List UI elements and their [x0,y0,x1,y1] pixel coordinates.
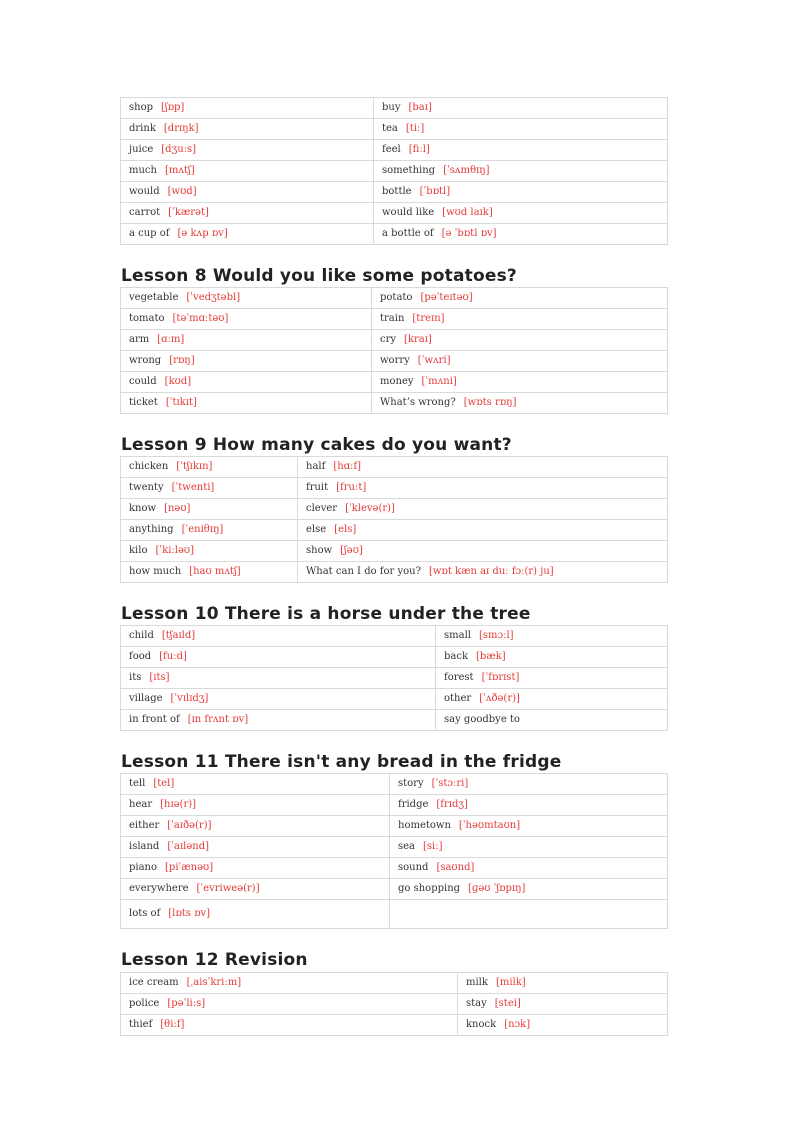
table-row [121,288,668,309]
vocab-phonetic: [ɡəʊ ˈʃɒpɪŋ] [468,883,526,894]
vocab-word: fruit [306,482,329,493]
vocab-phonetic: [fuːd] [159,651,187,662]
vocab-phonetic: [ˈtwenti] [171,482,215,493]
vocab-word: tomato [129,313,165,324]
vocab-cell [458,1015,668,1036]
vocab-phonetic: [lɒts ɒv] [168,908,211,919]
vocab-word: either [129,820,160,831]
vocab-word: potato [380,292,413,303]
vocab-word: story [398,778,424,789]
vocab-word: train [380,313,405,324]
vocab-cell [458,973,668,994]
vocab-cell [121,541,298,562]
vocab-cell [298,520,668,541]
vocab-cell [121,626,436,647]
vocab-word: a cup of [129,228,170,239]
vocab-cell [121,499,298,520]
vocab-cell [458,994,668,1015]
vocab-phonetic: [tiː] [405,123,425,134]
vocab-word: stay [466,998,487,1009]
vocab-cell [374,161,668,182]
vocab-table [120,97,668,245]
vocab-phonetic: [tel] [153,778,175,789]
vocab-cell [121,119,374,140]
vocab-phonetic: [ˈevriweə(r)] [196,883,260,894]
vocab-phonetic: [drɪŋk] [163,123,199,134]
table-row [121,994,668,1015]
vocab-cell [121,973,458,994]
vocab-cell [436,668,668,689]
vocab-word: kilo [129,545,148,556]
table-row [121,973,668,994]
vocab-phonetic: [ɪts] [149,672,170,683]
table-row [121,710,668,731]
vocab-cell [121,900,390,929]
vocab-phonetic: [θi:f] [160,1019,185,1030]
vocab-cell [390,858,668,879]
lesson-heading: Lesson 11 There isn't any bread in the fridge [121,752,562,772]
vocab-word: back [444,651,469,662]
vocab-cell [121,562,298,583]
vocab-phonetic: [siː] [423,841,443,852]
table-row [121,858,668,879]
vocab-phonetic: [ˈeniθɪŋ] [181,524,224,535]
vocab-word: go shopping [398,883,461,894]
vocab-phonetic: [ˈaɪlənd] [167,841,210,852]
table-row [121,309,668,330]
vocab-word: else [306,524,327,535]
lesson-heading: Lesson 8 Would you like some potatoes? [121,266,517,286]
vocab-word: know [129,503,157,514]
vocab-phonetic: [wʊd laɪk] [442,207,493,218]
vocab-cell [374,182,668,203]
table-row [121,372,668,393]
table-row [121,879,668,900]
vocab-phonetic: [ə kʌp ɒv] [177,228,228,239]
vocab-word: wrong [129,355,162,366]
table-row [121,203,668,224]
vocab-cell [390,900,668,929]
vocab-phonetic: [nɔk] [504,1019,531,1030]
vocab-phonetic: [ˈvɪlɪdʒ] [170,693,209,704]
vocab-table [120,456,668,583]
vocab-cell [436,689,668,710]
vocab-cell [121,161,374,182]
vocab-word: forest [444,672,474,683]
table-row [121,330,668,351]
vocab-word: arm [129,334,150,345]
vocab-phonetic: [ˈmʌni] [421,376,457,387]
table-row [121,689,668,710]
vocab-word: hometown [398,820,451,831]
vocab-block-lesson-8 [120,287,667,414]
table-row [121,541,668,562]
vocab-cell [121,837,390,858]
vocab-phonetic: [haʊ mʌtʃ] [189,566,241,577]
vocab-word: cry [380,334,397,345]
vocab-word: would [129,186,160,197]
vocab-phonetic: [ˈhəʊmtaʊn] [458,820,521,831]
vocab-word: in front of [129,714,180,725]
vocab-word: vegetable [129,292,179,303]
vocab-word: half [306,461,326,472]
table-row [121,119,668,140]
vocab-phonetic: [wɒt kæn aɪ duː fɔː(r) ju] [428,566,554,577]
vocab-cell [298,541,668,562]
vocab-word: could [129,376,157,387]
vocab-block-lesson-7 [120,97,667,245]
vocab-cell [374,224,668,245]
vocab-word: other [444,693,472,704]
vocab-phonetic: [piˈænəʊ] [165,862,214,873]
vocab-cell [121,140,374,161]
vocab-cell [390,816,668,837]
vocab-phonetic: [ɪn frʌnt ɒv] [187,714,249,725]
table-row [121,562,668,583]
vocab-cell [121,858,390,879]
vocab-phonetic: [ˈvedʒtəbl] [186,292,241,303]
vocab-word: its [129,672,142,683]
vocab-word: feel [382,144,401,155]
vocab-phonetic: [saʊnd] [436,862,475,873]
table-row [121,457,668,478]
vocab-phonetic: [ˈfɒrɪst] [481,672,520,683]
vocab-word: piano [129,862,158,873]
vocab-cell [372,288,668,309]
vocab-word: how much [129,566,182,577]
vocab-block-lesson-11 [120,773,667,929]
vocab-cell [121,647,436,668]
vocab-phonetic: [ˈstɔːri] [431,778,469,789]
vocab-phonetic: [tʃaɪld] [161,630,196,641]
vocab-word: would like [382,207,435,218]
vocab-cell [372,309,668,330]
vocab-phonetic: [təˈmɑːtəʊ] [172,313,229,324]
vocab-phonetic: [wʊd] [167,186,197,197]
vocab-phonetic: [milk] [495,977,526,988]
vocab-phonetic: [ʃəʊ] [340,545,363,556]
vocab-cell [121,457,298,478]
vocab-cell [374,98,668,119]
vocab-word: drink [129,123,156,134]
vocab-cell [372,330,668,351]
table-row [121,795,668,816]
vocab-word: money [380,376,414,387]
table-row [121,837,668,858]
vocab-word: everywhere [129,883,189,894]
vocab-word: sea [398,841,416,852]
vocab-cell [121,774,390,795]
table-row [121,351,668,372]
vocab-phonetic: [smɔːl] [478,630,514,641]
vocab-table [120,625,668,731]
vocab-cell [298,562,668,583]
vocab-cell [390,879,668,900]
vocab-cell [372,372,668,393]
vocab-cell [121,351,372,372]
vocab-word: thief [129,1019,153,1030]
vocab-cell [374,119,668,140]
vocab-word: carrot [129,207,161,218]
vocab-cell [121,203,374,224]
table-row [121,140,668,161]
vocab-cell [390,774,668,795]
vocab-table [120,972,668,1036]
table-row [121,774,668,795]
vocab-cell [121,330,372,351]
vocab-word: ticket [129,397,158,408]
vocab-phonetic: [ˈwʌri] [417,355,451,366]
vocab-phonetic: [kʊd] [164,376,192,387]
table-row [121,647,668,668]
vocab-cell [121,1015,458,1036]
vocab-phonetic: [frɪdʒ] [436,799,468,810]
vocab-cell [372,393,668,414]
vocab-word: ice cream [129,977,179,988]
table-row [121,668,668,689]
vocab-phonetic: [wɒts rɒŋ] [463,397,517,408]
vocab-cell [390,837,668,858]
vocab-cell [121,309,372,330]
vocab-cell [121,710,436,731]
vocab-block-lesson-12 [120,972,667,1036]
table-row [121,499,668,520]
vocab-phonetic: [pəˈteɪtəʊ] [420,292,473,303]
vocab-cell [121,520,298,541]
vocab-phonetic: [kraɪ] [404,334,432,345]
lesson-heading: Lesson 12 Revision [121,950,308,970]
vocab-word: small [444,630,471,641]
vocab-cell [121,224,374,245]
vocab-cell [121,668,436,689]
table-row [121,478,668,499]
vocab-phonetic: [bæk] [476,651,506,662]
vocab-phonetic: [ˌaisˈkri:m] [186,977,242,988]
lesson-heading: Lesson 9 How many cakes do you want? [121,435,512,455]
vocab-word: food [129,651,152,662]
vocab-phonetic: [dʒuːs] [161,144,197,155]
vocab-table [120,287,668,414]
vocab-phonetic: [fruːt] [336,482,367,493]
vocab-phonetic: [ˈtʃɪkɪn] [176,461,213,472]
table-row [121,98,668,119]
vocab-word: anything [129,524,174,535]
vocab-cell [121,994,458,1015]
vocab-cell [374,140,668,161]
vocab-word: sound [398,862,429,873]
vocab-word: show [306,545,333,556]
lesson-heading: Lesson 10 There is a horse under the tree [121,604,531,624]
vocab-phonetic: [ˈkiːləʊ] [155,545,194,556]
vocab-cell [374,203,668,224]
vocab-word: juice [129,144,154,155]
vocab-phonetic: [nəʊ] [164,503,191,514]
table-row [121,224,668,245]
table-row [121,626,668,647]
table-row [121,393,668,414]
vocab-word: island [129,841,160,852]
vocab-cell [298,499,668,520]
vocab-word: worry [380,355,410,366]
vocab-cell [121,689,436,710]
vocab-cell [436,647,668,668]
vocab-cell [121,288,372,309]
vocab-word: much [129,165,157,176]
vocab-word: something [382,165,436,176]
vocab-cell [436,710,668,731]
table-row [121,816,668,837]
vocab-phonetic: [ˈkærət] [168,207,209,218]
vocab-phonetic: [pəˈli:s] [167,998,206,1009]
vocab-word: tea [382,123,398,134]
vocab-word: milk [466,977,488,988]
vocab-phonetic: [ˈʌðə(r)] [479,693,520,704]
vocab-word: a bottle of [382,228,434,239]
vocab-cell [436,626,668,647]
vocab-phonetic: [ˈbɒtl] [419,186,451,197]
vocab-phonetic: [mʌtʃ] [164,165,195,176]
vocab-phonetic: [hɑːf] [333,461,362,472]
vocab-cell [298,478,668,499]
vocab-cell [372,351,668,372]
vocab-word: What’s wrong? [380,397,456,408]
table-row [121,1015,668,1036]
table-row [121,900,668,929]
vocab-cell [390,795,668,816]
table-row [121,182,668,203]
vocab-phonetic: [ˈaɪðə(r)] [167,820,212,831]
table-row [121,161,668,182]
vocab-phonetic: [treɪn] [412,313,445,324]
vocab-table [120,773,668,929]
vocab-word: tell [129,778,146,789]
vocab-cell [121,372,372,393]
vocab-word: twenty [129,482,164,493]
vocab-word: village [129,693,163,704]
vocab-cell [121,795,390,816]
vocab-phonetic: [fiːl] [408,144,430,155]
table-row [121,520,668,541]
vocab-phonetic: [ˈklevə(r)] [345,503,395,514]
vocab-cell [121,98,374,119]
vocab-phonetic: [hɪə(r)] [160,799,197,810]
vocab-phonetic: [rɒŋ] [169,355,195,366]
vocab-word: hear [129,799,153,810]
vocab-cell [121,393,372,414]
vocab-phonetic: [stei] [494,998,521,1009]
vocab-word: say goodbye to [444,714,520,725]
vocab-word: shop [129,102,153,113]
vocab-block-lesson-9 [120,456,667,583]
vocab-word: What can I do for you? [306,566,421,577]
vocab-phonetic: [ɑːm] [157,334,185,345]
vocab-word: chicken [129,461,169,472]
vocab-word: buy [382,102,401,113]
vocab-phonetic: [ˈsʌmθɪŋ] [443,165,490,176]
vocab-word: clever [306,503,338,514]
vocab-cell [121,816,390,837]
vocab-word: fridge [398,799,429,810]
vocab-cell [121,182,374,203]
vocab-cell [121,478,298,499]
vocab-phonetic: [els] [334,524,357,535]
vocab-phonetic: [ˈtɪkɪt] [165,397,197,408]
vocab-phonetic: [ʃɒp] [161,102,185,113]
vocab-word: knock [466,1019,497,1030]
vocab-block-lesson-10 [120,625,667,731]
vocab-word: police [129,998,160,1009]
vocab-word: bottle [382,186,412,197]
vocab-cell [121,879,390,900]
vocab-phonetic: [baɪ] [408,102,432,113]
vocab-phonetic: [ə ˈbɒtl ɒv] [441,228,497,239]
vocab-word: lots of [129,908,161,919]
vocab-cell [298,457,668,478]
vocab-word: child [129,630,154,641]
